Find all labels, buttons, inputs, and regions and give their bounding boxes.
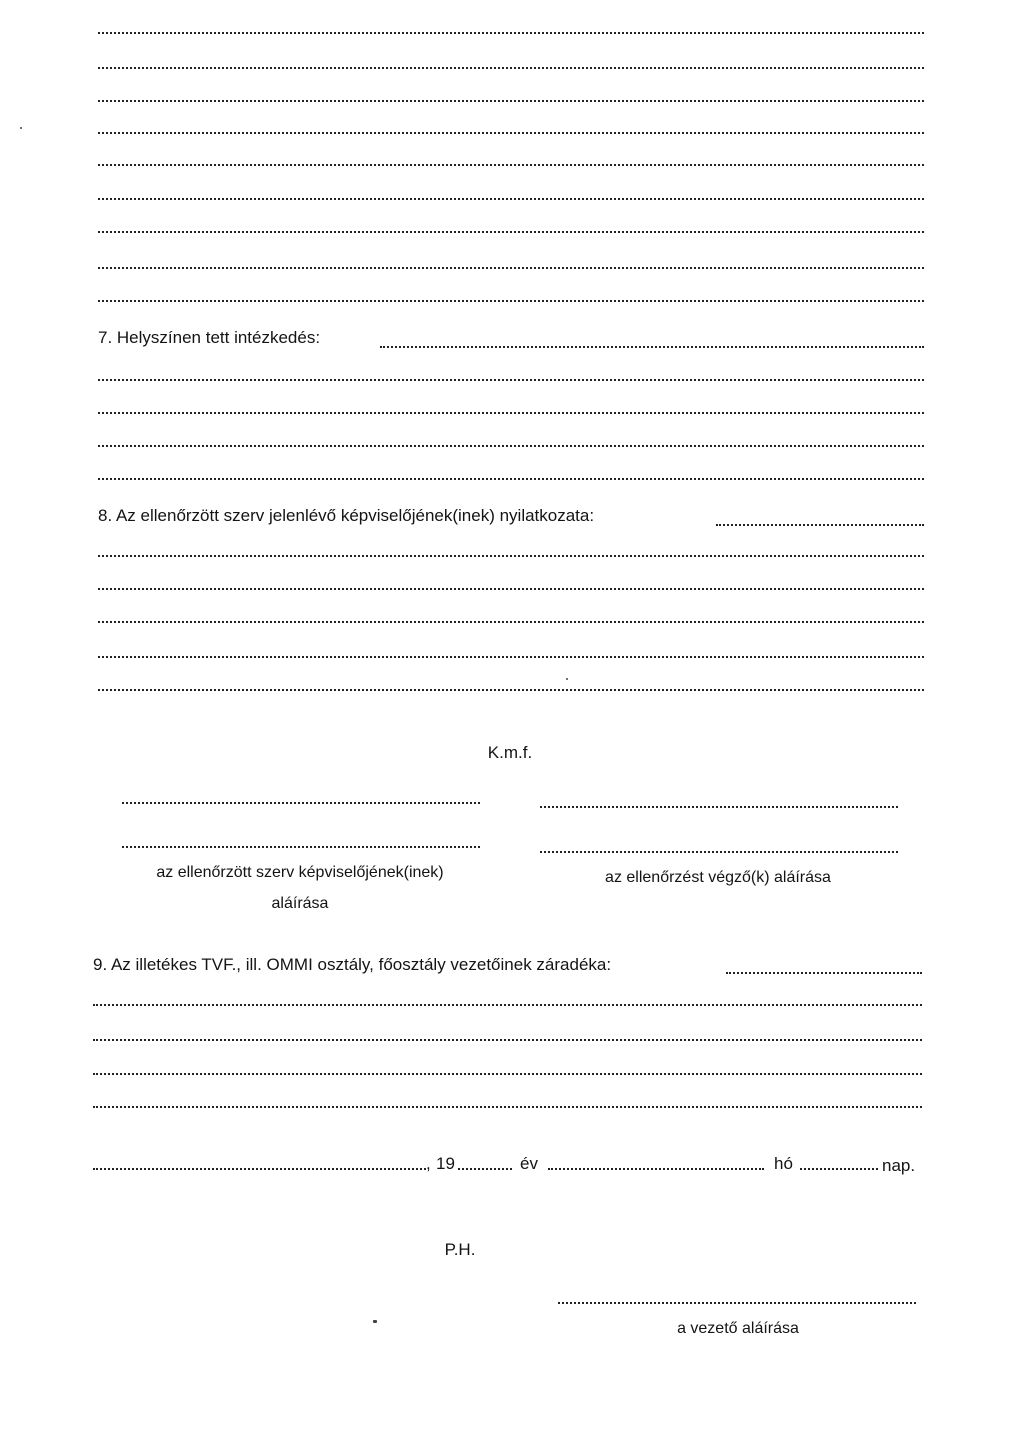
- blank-line: [98, 198, 924, 200]
- section7-first-line: [380, 346, 924, 348]
- section7-label: 7. Helyszínen tett intézkedés:: [98, 328, 324, 348]
- day-field: [800, 1168, 878, 1170]
- blank-line: [98, 588, 924, 590]
- stamp-label: P.H.: [444, 1240, 476, 1259]
- blank-line: [98, 689, 924, 691]
- month-word: hó: [774, 1154, 793, 1173]
- blank-line: [98, 231, 924, 233]
- blank-line: [98, 555, 924, 557]
- section8-label: 8. Az ellenőrzött szerv jelenlévő képviselőjének(inek) nyilatkozata:: [98, 506, 598, 526]
- place-field: [93, 1168, 426, 1170]
- blank-line: [93, 1039, 922, 1041]
- blank-line: [98, 300, 924, 302]
- place-comma: ,: [426, 1154, 431, 1173]
- blank-line: [98, 132, 924, 134]
- scan-speck: [20, 127, 22, 129]
- blank-line: [98, 32, 924, 34]
- kmf-label: K.m.f.: [487, 743, 533, 762]
- section9-first-line: [726, 972, 922, 974]
- blank-line: [98, 621, 924, 623]
- signature-line-right-1: [540, 806, 898, 808]
- blank-line: [98, 164, 924, 166]
- scan-speck: [566, 678, 568, 680]
- blank-line: [98, 656, 924, 658]
- year-word: év: [520, 1154, 538, 1173]
- left-signature-caption: az ellenőrzött szerv képviselőjének(inek): [156, 864, 444, 881]
- left-signature-caption-2: aláírása: [271, 895, 329, 912]
- signature-line-left-2: [122, 846, 480, 848]
- day-word: nap.: [882, 1156, 916, 1175]
- blank-line: [93, 1073, 922, 1075]
- blank-line: [98, 67, 924, 69]
- year-field: [458, 1168, 512, 1170]
- blank-line: [98, 267, 924, 269]
- year-prefix: 19: [436, 1154, 455, 1173]
- month-field: [548, 1168, 764, 1170]
- section8-first-line: [716, 524, 924, 526]
- blank-line: [93, 1106, 922, 1108]
- right-signature-caption: az ellenőrzést végző(k) aláírása: [605, 869, 831, 886]
- section9-label: 9. Az illetékes TVF., ill. OMMI osztály, főosztály vezetőinek záradéka:: [93, 955, 615, 975]
- signature-line-left-1: [122, 802, 480, 804]
- blank-line: [98, 379, 924, 381]
- blank-line: [98, 100, 924, 102]
- leader-signature-caption: a vezető aláírása: [677, 1320, 799, 1337]
- blank-line: [98, 478, 924, 480]
- blank-line: [98, 445, 924, 447]
- signature-line-right-2: [540, 851, 898, 853]
- leader-signature-line: [558, 1302, 916, 1304]
- scan-speck: [373, 1320, 377, 1323]
- blank-line: [93, 1004, 922, 1006]
- blank-line: [98, 412, 924, 414]
